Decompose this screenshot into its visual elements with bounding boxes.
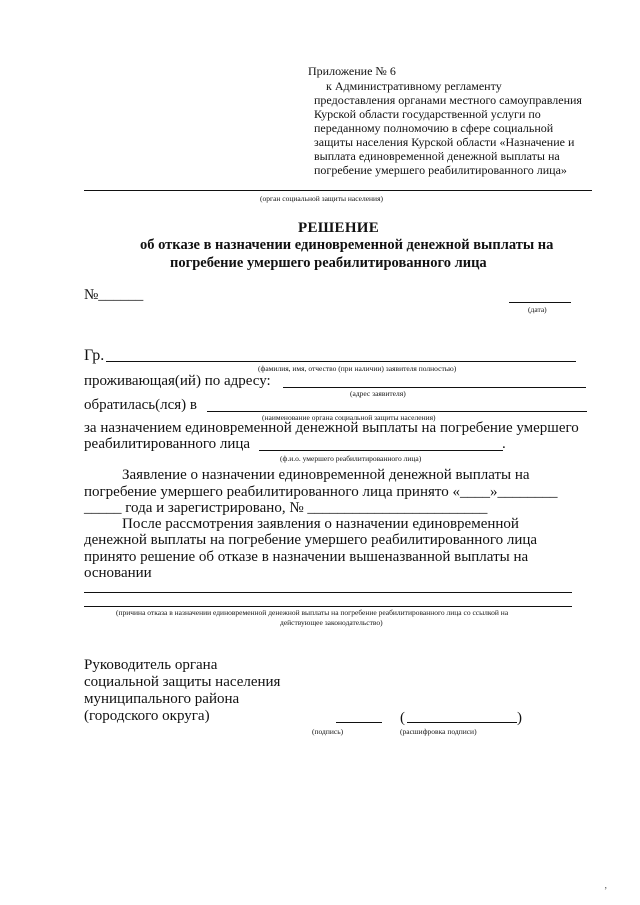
deceased-name-line[interactable] <box>259 450 503 451</box>
address-label: проживающая(ий) по адресу: <box>84 373 271 389</box>
appendix-line: переданному полномочию в сфере социальной <box>314 121 554 135</box>
signatory-line: социальной защиты населения <box>84 674 281 690</box>
citizen-name-line[interactable] <box>106 361 576 362</box>
paragraph-line: погребение умершего реабилитированного лица принято «____»________ <box>84 484 558 500</box>
applied-caption: (наименование органа социальной защиты населения) <box>262 413 436 422</box>
applied-label: обратилась(лся) в <box>84 397 197 413</box>
bracket-open: ( <box>400 710 405 726</box>
reason-caption: действующее законодательство) <box>280 618 383 627</box>
paragraph-line: основании <box>84 565 152 581</box>
appendix-title: Приложение № 6 <box>308 64 396 78</box>
bracket-close: ) <box>517 710 522 726</box>
page-mark: ’ <box>604 886 608 897</box>
applied-organ-line[interactable] <box>207 411 587 412</box>
signature-decoding-line[interactable] <box>407 722 517 723</box>
appendix-line: к Административному регламенту <box>326 79 502 93</box>
reason-line[interactable] <box>84 606 572 607</box>
appendix-line: предоставления органами местного самоуправления <box>314 93 582 107</box>
deceased-caption: (ф.и.о. умершего реабилитированного лица) <box>280 454 422 463</box>
reason-line[interactable] <box>84 592 572 593</box>
citizen-caption: (фамилия, имя, отчество (при наличии) заявителя полностью) <box>258 364 457 373</box>
decision-subtitle: погребение умершего реабилитированного лица <box>170 255 487 271</box>
signatory-line: (городского округа) <box>84 708 210 724</box>
appendix-line: защиты населения Курской области «Назначение и <box>314 135 575 149</box>
paragraph-line: _____ года и зарегистрировано, № ________________________ <box>84 500 488 516</box>
signatory-line: муниципального района <box>84 691 240 707</box>
signatory-line: Руководитель органа <box>84 657 218 673</box>
purpose-line: за назначением единовременной денежной выплаты на погребение умершего <box>84 420 579 436</box>
purpose-line: реабилитированного лица <box>84 436 251 452</box>
address-caption: (адрес заявителя) <box>350 389 406 398</box>
paragraph-line: принято решение об отказе в назначении вышеназванной выплаты на <box>84 549 529 565</box>
paragraph-line: денежной выплаты на погребение умершего реабилитированного лица <box>84 532 538 548</box>
paragraph-line: Заявление о назначении единовременной денежной выплаты на <box>122 467 530 483</box>
decision-heading: РЕШЕНИЕ <box>298 220 380 236</box>
date-line <box>509 302 571 303</box>
appendix-line: выплата единовременной денежной выплаты на <box>314 149 560 163</box>
signature-line[interactable] <box>336 722 382 723</box>
organ-caption: (орган социальной защиты населения) <box>260 194 384 203</box>
decoding-caption: (расшифровка подписи) <box>400 727 477 736</box>
organ-line <box>84 190 592 191</box>
appendix-line: Курской области государственной услуги по <box>314 107 541 121</box>
address-line[interactable] <box>283 387 586 388</box>
paragraph-line: После рассмотрения заявления о назначении единовременной <box>122 516 519 532</box>
decision-number: №______ <box>84 287 144 303</box>
citizen-label: Гр. <box>84 347 105 364</box>
date-caption: (дата) <box>528 305 547 314</box>
decision-subtitle: об отказе в назначении единовременной денежной выплаты на <box>140 237 554 253</box>
signature-caption: (подпись) <box>312 727 344 736</box>
appendix-line: погребение умершего реабилитированного лица» <box>314 163 567 177</box>
reason-caption: (причина отказа в назначении единовременной денежной выплаты на погребение реабилитированного лица со ссылкой на <box>116 608 509 617</box>
